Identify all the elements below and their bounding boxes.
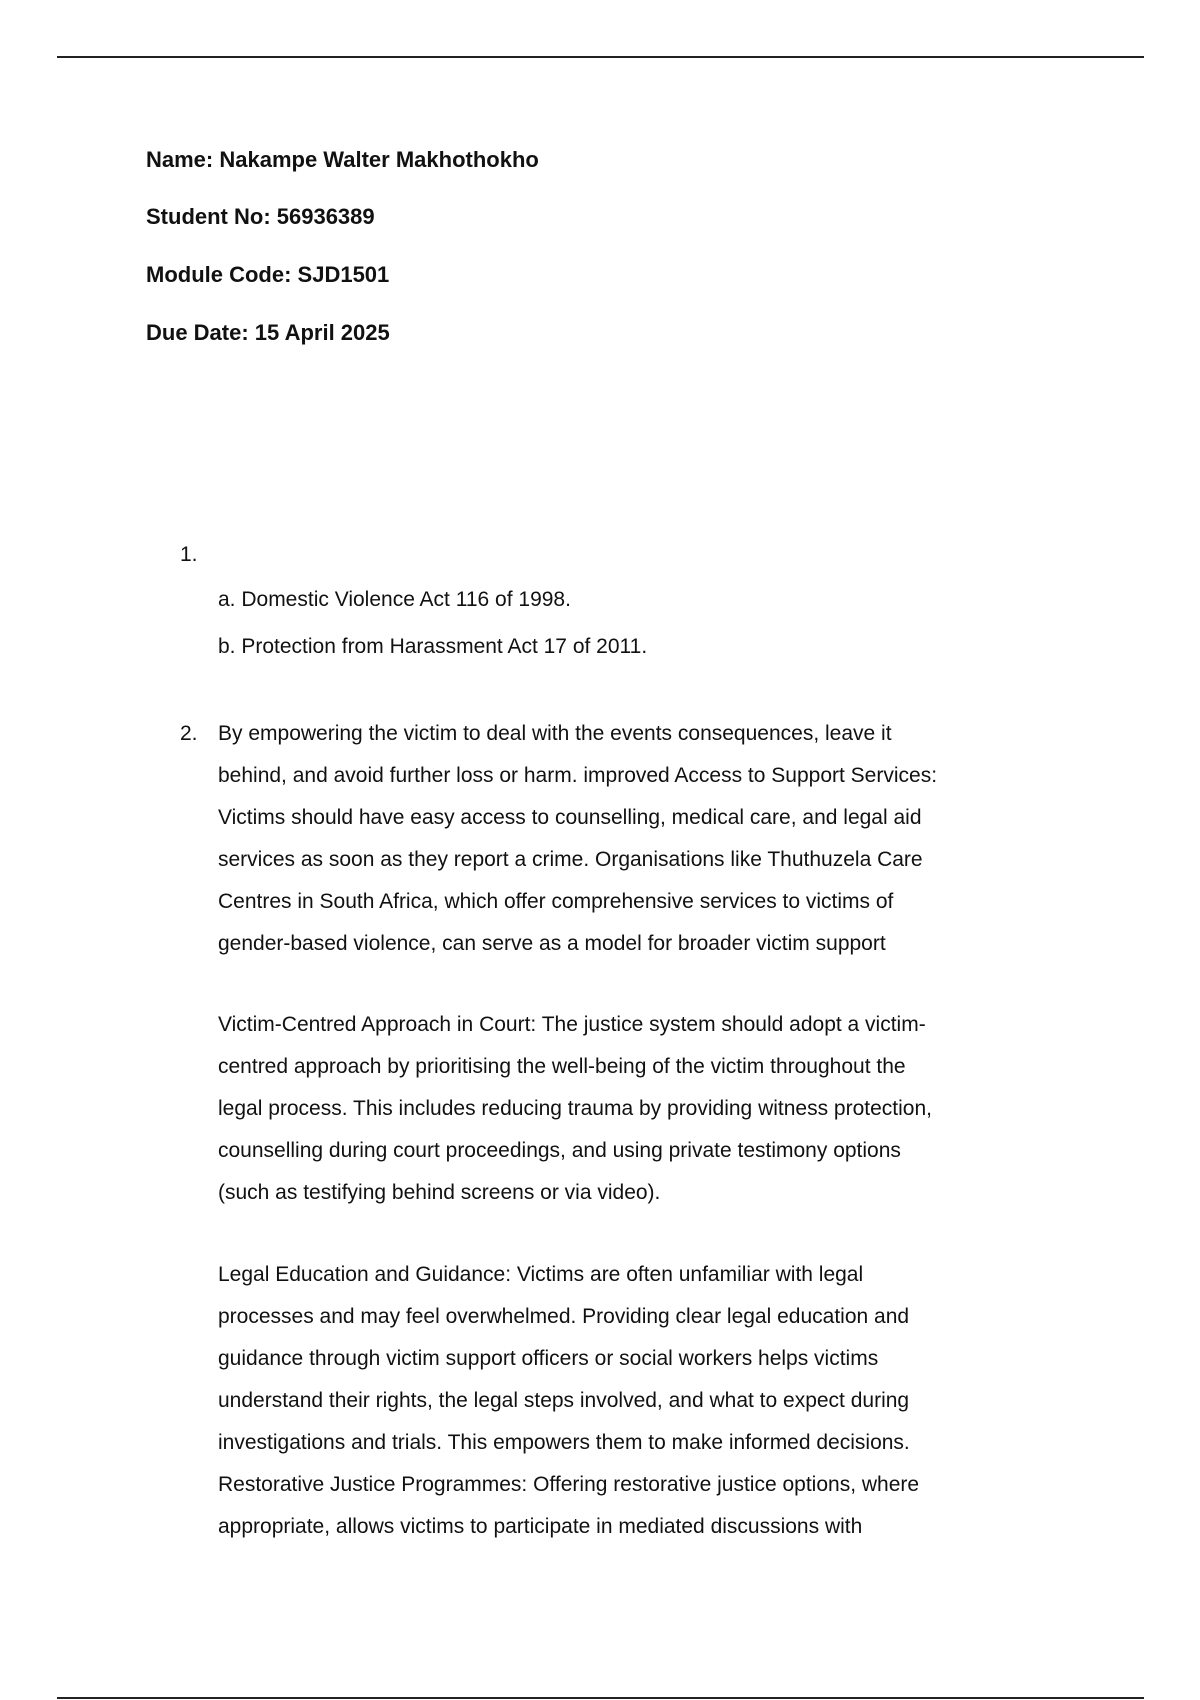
question-2-number: 2. — [180, 722, 198, 745]
question-2-paragraph-3 — [218, 1254, 1058, 1548]
paragraph-line: Centres in South Africa, which offer comprehensive services to victims of — [218, 890, 894, 913]
paragraph-line: behind, and avoid further loss or harm. improved Access to Support Services: — [218, 764, 938, 787]
paragraph-line: services as soon as they report a crime. Organisations like Thuthuzela Care — [218, 848, 923, 871]
paragraph-line: Legal Education and Guidance: Victims are often unfamiliar with legal — [218, 1263, 864, 1286]
module-code: Module Code: SJD1501 — [146, 262, 390, 287]
paragraph-line: By empowering the victim to deal with the events consequences, leave it — [218, 722, 892, 745]
due-date: Due Date: 15 April 2025 — [146, 320, 390, 345]
paragraph-line: centred approach by prioritising the well-being of the victim throughout the — [218, 1055, 906, 1078]
paragraph-line: appropriate, allows victims to participate in mediated discussions with — [218, 1515, 863, 1538]
paragraph-line: processes and may feel overwhelmed. Providing clear legal education and — [218, 1305, 910, 1328]
bottom-rule — [57, 1697, 1144, 1699]
top-rule — [57, 56, 1144, 58]
paragraph-line: counselling during court proceedings, and using private testimony options — [218, 1139, 901, 1162]
paragraph-line: Restorative Justice Programmes: Offering restorative justice options, where — [218, 1473, 920, 1496]
paragraph-line: (such as testifying behind screens or via video). — [218, 1181, 661, 1204]
question-1-item-b: b. Protection from Harassment Act 17 of 2011. — [218, 635, 648, 658]
paragraph-line: investigations and trials. This empowers them to make informed decisions. — [218, 1431, 910, 1454]
question-2-paragraph-2 — [218, 1004, 1058, 1214]
paragraph-line: legal process. This includes reducing trauma by providing witness protection, — [218, 1097, 932, 1120]
paragraph-line: understand their rights, the legal steps involved, and what to expect during — [218, 1389, 910, 1412]
question-1-item-a: a. Domestic Violence Act 116 of 1998. — [218, 588, 571, 611]
question-1-number: 1. — [180, 543, 198, 566]
paragraph-line: Victims should have easy access to counselling, medical care, and legal aid — [218, 806, 922, 829]
student-name: Name: Nakampe Walter Makhothokho — [146, 147, 539, 172]
student-number: Student No: 56936389 — [146, 204, 375, 229]
question-2-paragraph-1 — [218, 713, 1058, 965]
paragraph-line: gender-based violence, can serve as a model for broader victim support — [218, 932, 886, 955]
paragraph-line: guidance through victim support officers or social workers helps victims — [218, 1347, 879, 1370]
paragraph-line: Victim-Centred Approach in Court: The justice system should adopt a victim- — [218, 1013, 926, 1036]
